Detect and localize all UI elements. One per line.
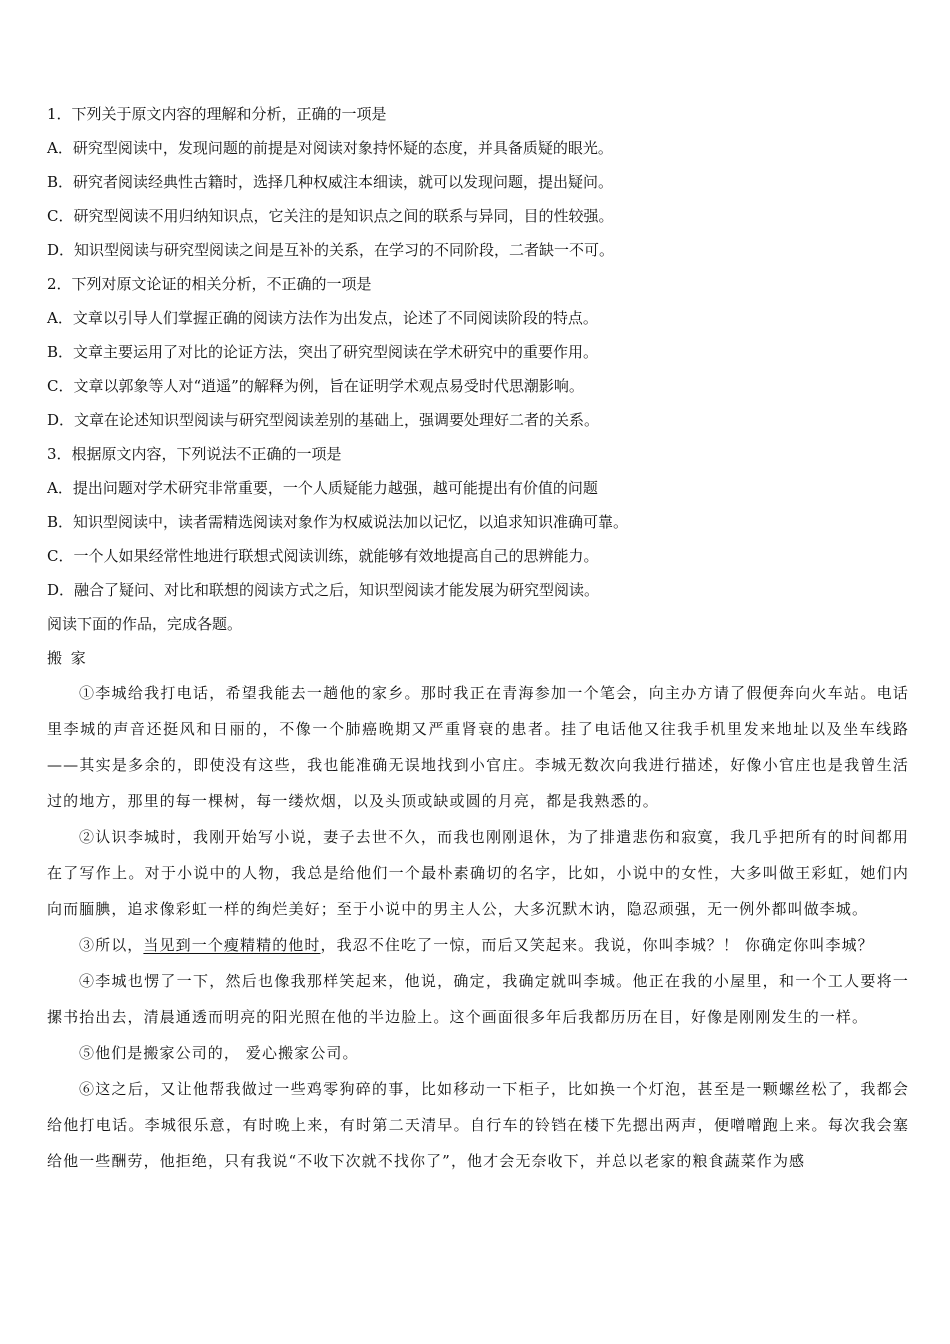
story-paragraph-5: ⑤他们是搬家公司的， 爱心搬家公司。 [79,1044,359,1062]
option-b: B．文章主要运用了对比的论证方法，突出了研究型阅读在学术研究中的重要作用。 [47,343,599,361]
document-page [47,97,909,1179]
story-paragraph-6: ⑥这之后，又让他帮我做过一些鸡零狗碎的事，比如移动一下柜子，比如换一个灯泡，甚至是一颗螺丝松了，我都会给他打电话。李城很乐意，有时晚上来，有时第二天清早。自行车的铃铛在楼下先摁出两声，便噌噌跑上来。每次我会塞给他一些酬劳，他拒绝，只有我说“不收下次就不找你了”，他才会无奈收下，并总以老家的粮食蔬菜作为感 [47,1080,909,1170]
option-a: A．文章以引导人们掌握正确的阅读方法作为出发点，论述了不同阅读阶段的特点。 [47,309,598,327]
underlined-phrase: 当见到一个瘦精精的他时 [143,936,321,954]
story-paragraph-3 [47,927,909,963]
option-c: C．文章以郭象等人对“逍遥”的解释为例，旨在证明学术观点易受时代思潮影响。 [47,377,584,395]
story-paragraph-2: ②认识李城时，我刚开始写小说，妻子去世不久，而我也刚刚退休，为了排遣悲伤和寂寞，我几乎把所有的时间都用在了写作上。对于小说中的人物，我总是给他们一个最朴素确切的名字，比如，小说中的女性，大多叫做王彩虹，她们内向而腼腆，追求像彩虹一样的绚烂美好；至于小说中的男主人公，大多沉默木讷，隐忍顽强，无一例外都叫做李城。 [47,828,909,918]
story-title: 搬 家 [47,649,88,667]
story-section [47,641,909,1179]
option-c: C．研究型阅读不用归纳知识点，它关注的是知识点之间的联系与异同，目的性较强。 [47,207,614,225]
story-paragraph-4: ④李城也愣了一下，然后也像我那样笑起来，他说，确定，我确定就叫李城。他正在我的小屋里，和一个工人要将一摞书抬出去，清晨通透而明亮的阳光照在他的半边脸上。这个画面很多年后我都历历在目，好像是刚刚发生的一样。 [47,972,909,1026]
question-3 [47,437,909,607]
option-a: A．提出问题对学术研究非常重要，一个人质疑能力越强，越可能提出有价值的问题 [47,479,598,497]
question-1 [47,97,909,267]
option-d: D．知识型阅读与研究型阅读之间是互补的关系，在学习的不同阶段，二者缺一不可。 [47,241,615,259]
story-paragraph-1: ①李城给我打电话，希望我能去一趟他的家乡。那时我正在青海参加一个笔会，向主办方请了假便奔向火车站。电话里李城的声音还挺风和日丽的，不像一个肺癌晚期又严重肾衰的患者。挂了电话他又往我手机里发来地址以及坐车线路——其实是多余的，即使没有这些，我也能准确无误地找到小官庄。李城无数次向我进行描述，好像小官庄也是我曾生活过的地方，那里的每一棵树，每一缕炊烟，以及头顶或缺或圆的月亮，都是我熟悉的。 [47,684,909,810]
paragraph-3-rest: ，我忍不住吃了一惊，而后又笑起来。我说，你叫李城？！ 你确定你叫李城？ [320,936,874,954]
option-c: C．一个人如果经常性地进行联想式阅读训练，就能够有效地提高自己的思辨能力。 [47,547,599,565]
option-d: D．文章在论述知识型阅读与研究型阅读差别的基础上，强调要处理好二者的关系。 [47,411,600,429]
option-b: B．知识型阅读中，读者需精选阅读对象作为权威说法加以记忆，以追求知识准确可靠。 [47,513,629,531]
reading-instruction: 阅读下面的作品，完成各题。 [47,615,243,633]
question-2 [47,267,909,437]
paragraph-3-lead: ③所以， [79,936,144,954]
question-stem: 2．下列对原文论证的相关分析，不正确的一项是 [47,275,372,293]
question-stem: 1．下列关于原文内容的理解和分析，正确的一项是 [47,105,387,123]
option-b: B．研究者阅读经典性古籍时，选择几种权威注本细读，就可以发现问题，提出疑问。 [47,173,614,191]
option-a: A．研究型阅读中，发现问题的前提是对阅读对象持怀疑的态度，并具备质疑的眼光。 [47,139,613,157]
question-stem: 3．根据原文内容，下列说法不正确的一项是 [47,445,342,463]
option-d: D．融合了疑问、对比和联想的阅读方式之后，知识型阅读才能发展为研究型阅读。 [47,581,600,599]
